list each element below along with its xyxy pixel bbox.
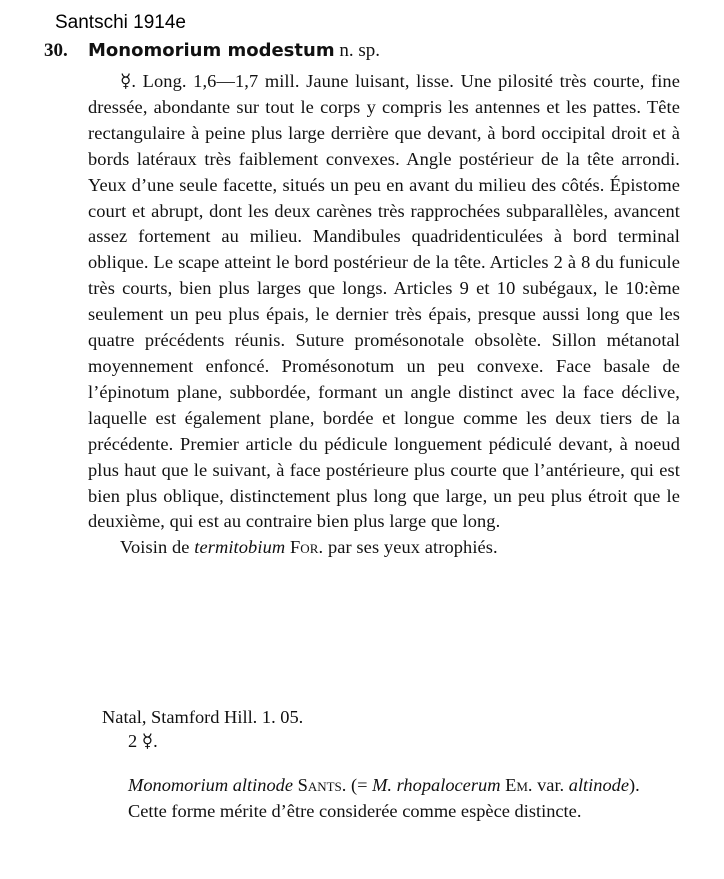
entry-number: 30.	[44, 40, 68, 61]
altinode-synonym: M. rhopalocerum	[372, 775, 501, 795]
source-citation: Santschi 1914e	[55, 12, 186, 33]
neighbour-prefix: Voisin de	[120, 537, 195, 558]
species-status: n. sp.	[339, 40, 380, 61]
worker-symbol: ☿	[120, 71, 132, 91]
altinode-variety: altinode	[568, 775, 630, 795]
species-heading	[88, 40, 380, 62]
description-paragraph	[88, 69, 680, 535]
description-text: . Long. 1,6—1,7 mill. Jaune luisant, lisse. Une pilosité très courte, fine dressée, abondante sur tout le corps y compris les antennes et les pattes. Tête rectangulaire à peine plus large derrière que devant, à bord occipital droit et à bords latéraux très faiblement convexes. Angle postérieur de la tête arrondi. Yeux d’une seule facette, situés un peu en avant du milieu des côtés. Épistome court et abrupt, dont les deux carènes très rapprochées subparallèles, avancent assez fortement au milieu. Mandibules quadridenticulées à bord terminal oblique. Le scape atteint le bord postérieur de la tête. Articles 2 à 8 du funicule très courts, bien plus larges que longs. Articles 9 et 10 subégaux, le 10:ème seulement un peu plus épais, le dernier très épais, presque aussi long que les quatre précédents réunis. Suture promésonotale obsolète. Sillon métanotal moyennement enfoncé. Promésonotum un peu convexe. Face basale de l’épinotum plane, subbordée, formant un angle distinct avec la face déclive, laquelle est également plane, bordée et longue comme les deux tiers de la précédente. Premier article du pédicule longuement pédiculé devant, à noeud plus haut que le suivant, à face postérieure plus courte que l’antérieure, qui est bien plus oblique, distinctement plus long que large, un peu plus étroit que le deuxième, qui est au contraire bien plus large que long.	[88, 71, 680, 532]
locality-line: Natal, Stamford Hill. 1. 05.	[102, 707, 304, 727]
altinode-block	[88, 772, 680, 824]
neighbour-note	[88, 535, 680, 561]
altinode-synonym-author: Em.	[505, 775, 533, 795]
neighbour-species: termitobium	[194, 537, 286, 558]
specimen-count: 2 ☿.	[128, 731, 158, 751]
altinode-heading	[88, 772, 680, 798]
description-block	[88, 69, 680, 561]
neighbour-suffix: par ses yeux atrophiés.	[323, 537, 498, 558]
altinode-author: Sants.	[297, 775, 347, 795]
altinode-note: Cette forme mérite d’être considerée comme espèce distincte.	[128, 801, 582, 821]
neighbour-author: For.	[289, 537, 324, 558]
species-name: Monomorium modestum	[88, 40, 335, 61]
altinode-var-prefix: var.	[532, 775, 569, 795]
altinode-species: Monomorium altinode	[128, 775, 293, 795]
altinode-close: ).	[629, 775, 640, 795]
altinode-mid: (=	[346, 775, 373, 795]
